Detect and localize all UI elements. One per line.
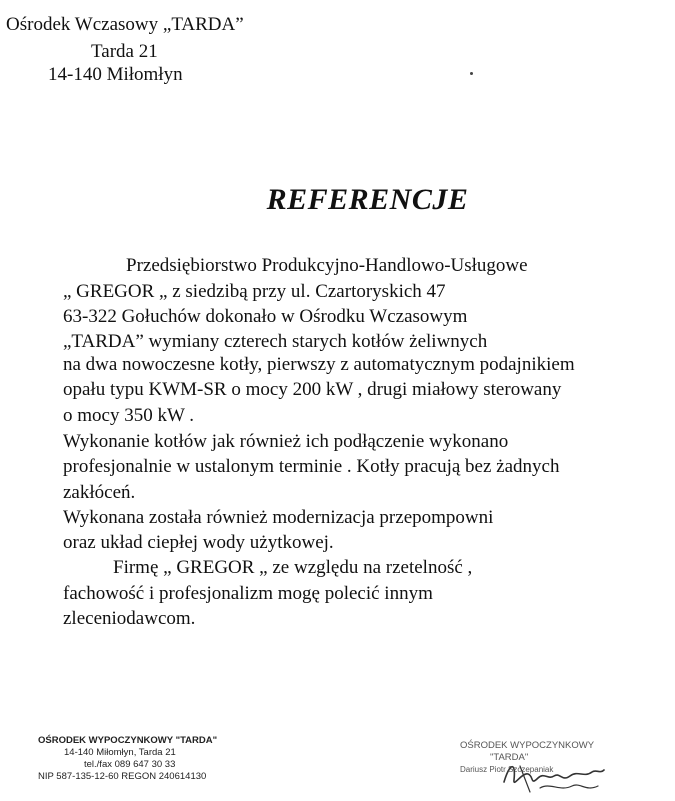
body-line: profesjonalnie w ustalonym terminie . Kotły pracują bez żadnych <box>63 456 560 477</box>
stamp-person: Dariusz Piotr Szczepaniak <box>460 765 554 774</box>
stamp-phone: tel./fax 089 647 30 33 <box>84 759 176 770</box>
document-title: REFERENCJE <box>266 183 469 216</box>
body-line: „TARDA” wymiany czterech starych kotłów żeliwnych <box>63 331 488 352</box>
stamp-tax-ids: NIP 587-135-12-60 REGON 240614130 <box>38 771 207 782</box>
body-line: fachowość i profesjonalizm mogę polecić innym <box>63 583 433 604</box>
body-line: 63-322 Gołuchów dokonało w Ośrodku Wczasowym <box>63 306 468 327</box>
body-line: Firmę „ GREGOR „ ze względu na rzetelność , <box>113 557 473 578</box>
header-postal-city: 14-140 Miłomłyn <box>48 64 183 85</box>
body-line: Przedsiębiorstwo Produkcyjno-Handlowo-Usługowe <box>126 255 528 276</box>
body-line: o mocy 350 kW . <box>63 405 195 426</box>
body-line: na dwa nowoczesne kotły, pierwszy z automatycznym podajnikiem <box>63 354 575 375</box>
body-line: zleceniodawcom. <box>63 608 196 629</box>
body-line: „ GREGOR „ z siedzibą przy ul. Czartoryskich 47 <box>63 281 446 302</box>
header-organization-name: Ośrodek Wczasowy „TARDA” <box>6 14 244 35</box>
header-street-address: Tarda 21 <box>91 41 158 62</box>
stamp-brand: "TARDA" <box>490 752 529 763</box>
stamp-address: 14-140 Miłomłyn, Tarda 21 <box>64 747 176 758</box>
body-line: opału typu KWM-SR o mocy 200 kW , drugi miałowy sterowany <box>63 379 562 400</box>
body-line: oraz układ ciepłej wody użytkowej. <box>63 532 334 553</box>
body-line: Wykonana została również modernizacja przepompowni <box>63 507 494 528</box>
stamp-name: OŚRODEK WYPOCZYNKOWY <box>460 740 595 751</box>
stamp-name: OŚRODEK WYPOCZYNKOWY "TARDA" <box>38 735 218 746</box>
body-line: zakłóceń. <box>63 482 136 503</box>
handwritten-signature <box>500 752 610 800</box>
scan-speck <box>470 72 473 75</box>
body-line: Wykonanie kotłów jak również ich podłączenie wykonano <box>63 431 509 452</box>
company-stamp-left <box>38 735 217 783</box>
